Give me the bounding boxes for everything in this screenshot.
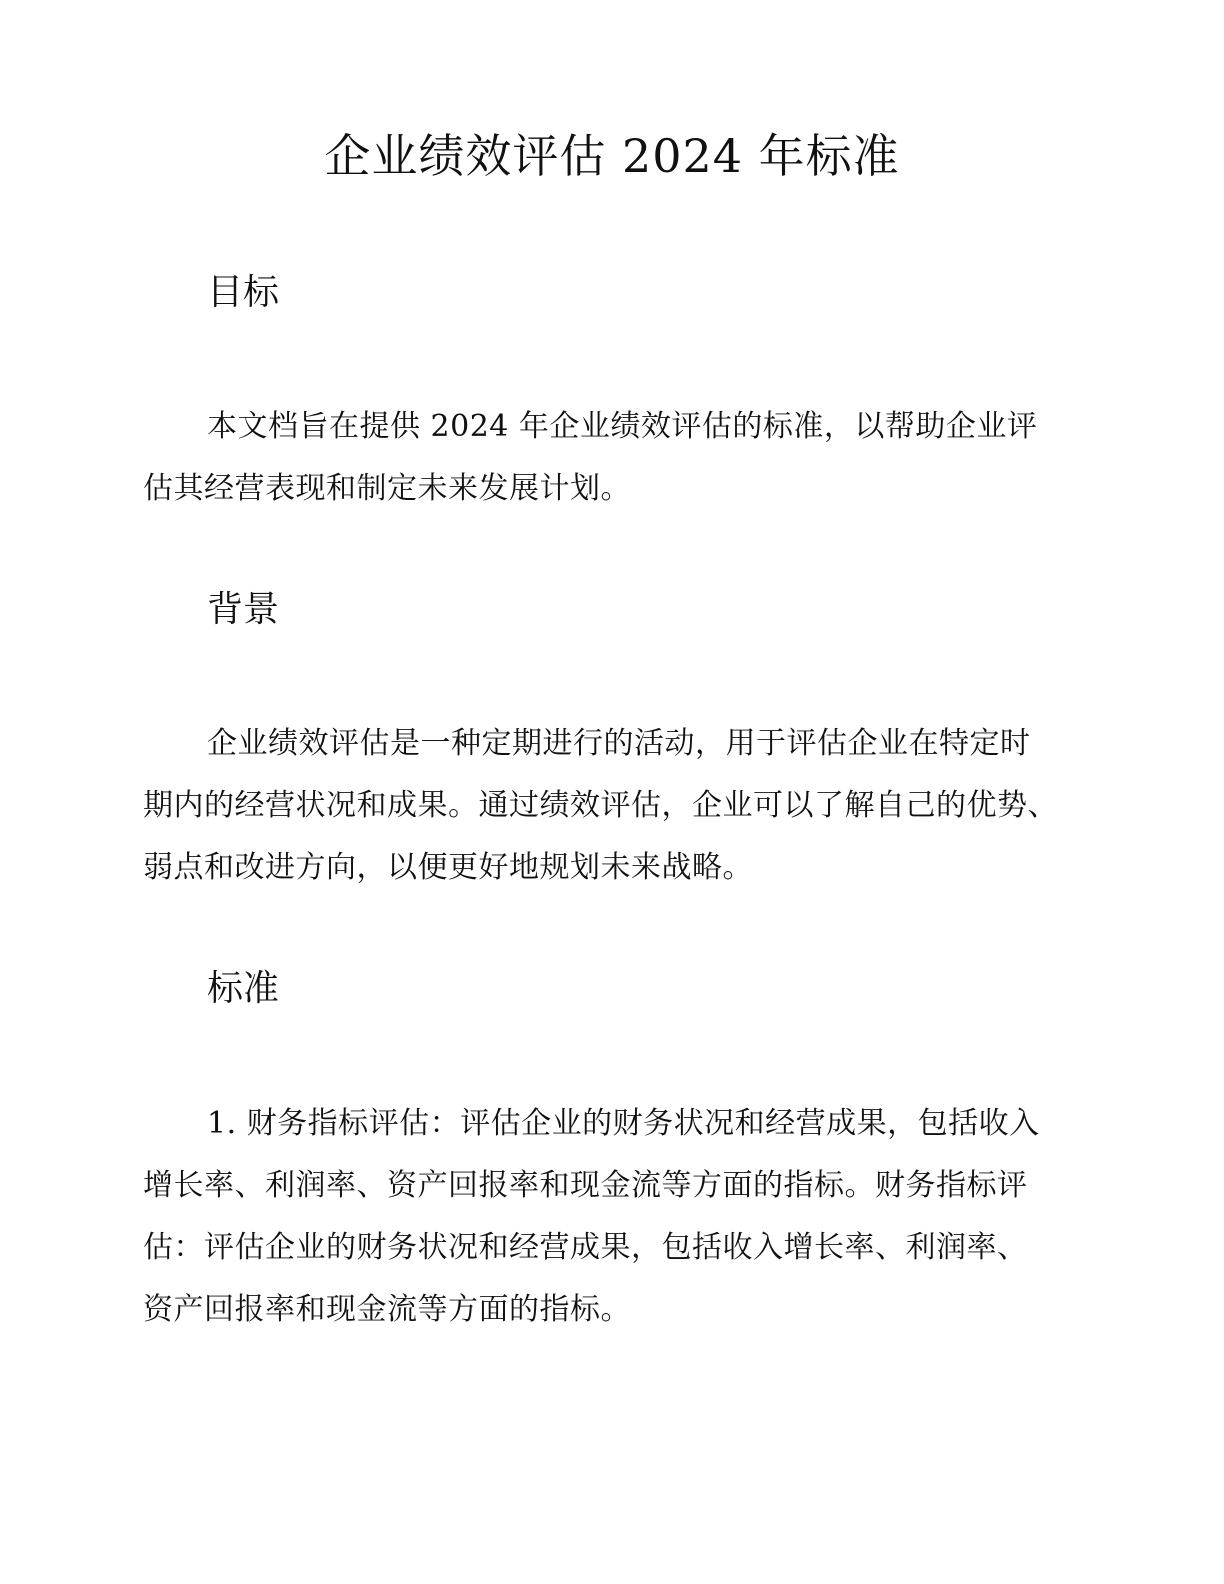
paragraph-line: 增长率、利润率、资产回报率和现金流等方面的指标。财务指标评 (143, 1168, 1028, 1203)
paragraph-line: 估其经营表现和制定未来发展计划。 (143, 471, 631, 506)
paragraph-line: 估：评估企业的财务状况和经营成果，包括收入增长率、利润率、 (143, 1230, 1028, 1265)
document-title: 企业绩效评估 2024 年标准 (324, 129, 900, 183)
paragraph-line: 本文档旨在提供 2024 年企业绩效评估的标准，以帮助企业评 (207, 409, 1038, 444)
paragraph-line: 1. 财务指标评估：评估企业的财务状况和经营成果，包括收入 (207, 1106, 1040, 1141)
paragraph-line: 资产回报率和现金流等方面的指标。 (143, 1292, 631, 1327)
paragraph-line: 弱点和改进方向，以便更好地规划未来战略。 (143, 850, 753, 885)
section-paragraph-background (143, 713, 1083, 899)
paragraph-line: 期内的经营状况和成果。通过绩效评估，企业可以了解自己的优势、 (143, 788, 1058, 823)
section-paragraph-goal (143, 396, 1083, 520)
paragraph-line: 企业绩效评估是一种定期进行的活动，用于评估企业在特定时 (207, 726, 1031, 761)
section-paragraph-standards (143, 1093, 1083, 1341)
section-heading-background: 背景 (207, 589, 280, 630)
section-heading-goal: 目标 (207, 272, 280, 313)
section-heading-standards: 标准 (207, 968, 280, 1009)
